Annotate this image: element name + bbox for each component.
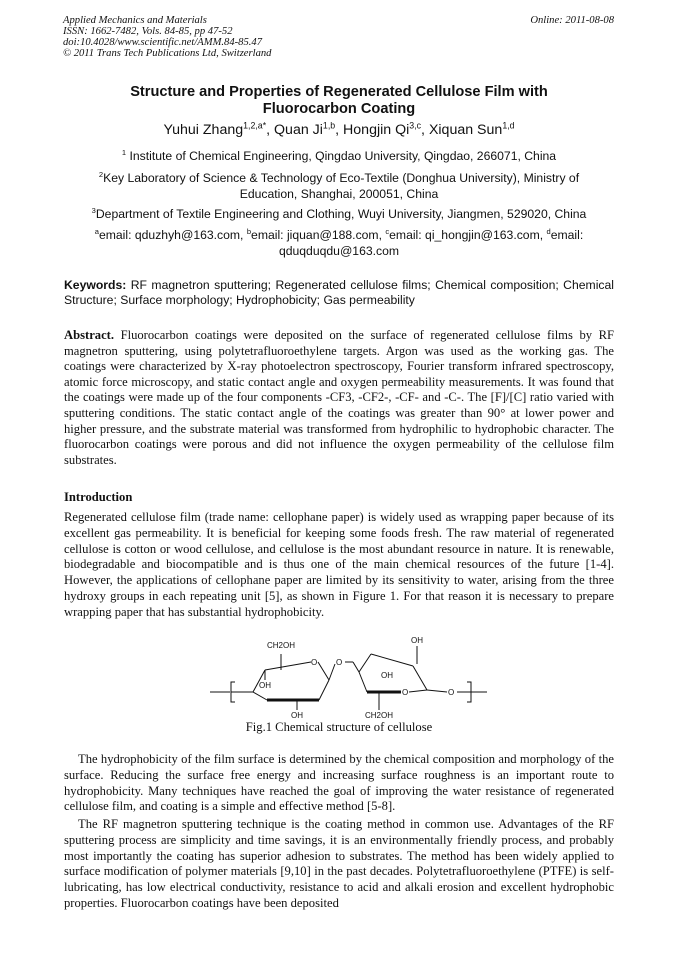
affiliation-3	[64, 206, 614, 222]
figure-caption: Fig.1 Chemical structure of cellulose	[245, 720, 433, 734]
bridge-bond	[329, 664, 335, 680]
email-c: email: qi_hongjin@163.com,	[389, 228, 547, 242]
copyright-line: © 2011 Trans Tech Publications Ltd, Switzerland	[63, 48, 272, 59]
ring1-bond	[319, 680, 329, 700]
atom-label: O	[448, 688, 455, 697]
atom-label: O	[336, 658, 343, 667]
email-d-address: qduqduqdu@163.com	[278, 244, 400, 258]
affiliation-number: 1	[121, 147, 127, 157]
atom-label: O	[402, 688, 409, 697]
journal-name: Applied Mechanics and Materials	[63, 15, 207, 26]
title-line-1: Structure and Properties of Regenerated Cellulose Film with	[130, 84, 548, 100]
email-marker: c	[385, 226, 390, 236]
affiliation-number: 3	[91, 205, 96, 215]
author-sup: 1,d	[502, 120, 515, 131]
abstract-section	[64, 328, 614, 468]
introduction-heading: Introduction	[64, 490, 133, 504]
author-sep: ,	[421, 122, 429, 138]
author-sep: ,	[335, 122, 344, 138]
atom-label: OH	[411, 636, 423, 645]
affiliation-1	[64, 148, 614, 164]
ring2-bond	[359, 672, 367, 692]
ring2-bond	[371, 654, 413, 666]
ring2-bond	[359, 654, 371, 672]
email-block	[64, 227, 614, 259]
online-date: Online: 2011-08-08	[530, 15, 614, 26]
bridge-bond	[353, 662, 359, 672]
cellulose-structure-figure	[205, 632, 495, 724]
affiliation-text-cont: Education, Shanghai, 200051, China	[239, 187, 439, 201]
keywords-text: RF magnetron sputtering; Regenerated cellulose films; Chemical composition; Chemical Structure; Surface morphology; Hydrophobicity; Gas permeability	[64, 278, 614, 307]
journal-header	[63, 15, 271, 59]
email-marker: a	[94, 226, 99, 236]
affiliation-text: Key Laboratory of Science & Technology of Eco-Textile (Donghua University), Ministry of	[103, 171, 580, 185]
introduction-paragraph-2: The hydrophobicity of the film surface is determined by the chemical composition and morphology of the surface. Reducing the surface free energy and increasing surface roughness is an important route to hydrophobicity. Many techniques have reached the goal of improving the water resistance of regenerated cellulose film, and coating is a simple and effective method [5-8].	[64, 752, 614, 814]
email-marker: d	[546, 226, 551, 236]
ring1-bond	[253, 692, 267, 700]
email-marker: b	[246, 226, 252, 236]
email-d: email:	[550, 228, 584, 242]
affiliation-number: 2	[98, 169, 104, 179]
author-name: Hongjin Qi	[343, 122, 410, 138]
title-line-2: Fluorocarbon Coating	[262, 101, 416, 117]
keywords-section	[64, 278, 614, 308]
keywords-label: Keywords:	[64, 278, 127, 292]
author-sup: 3,c	[409, 120, 422, 131]
affiliation-text: Institute of Chemical Engineering, Qingdao University, Qingdao, 266071, China	[129, 149, 557, 163]
atom-label: OH	[259, 681, 271, 690]
affiliation-2	[64, 170, 614, 202]
author-sup: 1,2,a*	[243, 120, 267, 131]
ring1-bond	[265, 662, 311, 670]
atom-label: O	[311, 658, 318, 667]
abstract-text: Fluorocarbon coatings were deposited on the surface of regenerated cellulose films by RF magnetron sputtering, using polytetrafluoroethylene targets. Argon was used as the working gas. The coatings were characterized by X-ray photoelectron spectroscopy, Fourier transform infrared spectroscopy, atomic force microscopy, and static contact angle and oxygen permeability measurements. It was found that the coatings were made up of the four components -CF3, -CF2-, -CF- and -C-. The [F]/[C] ratio varied with sputtering conditions. The static contact angle of the coatings was greater than 90° at lower power and higher pressure, and the substrate material was transformed from hydrophilic to hydrophobic character. The fluorocarbon coatings were porous and did not influence the oxygen permeability of the cellulose film substrates.	[64, 328, 614, 467]
email-a: email: qduzhyh@163.com,	[98, 228, 247, 242]
atom-label: CH2OH	[267, 641, 296, 650]
chain-bond	[427, 690, 447, 692]
author-sep: ,	[266, 122, 275, 138]
issn-line: ISSN: 1662-7482, Vols. 84-85, pp 47-52	[63, 26, 233, 37]
introduction-paragraph-1: Regenerated cellulose film (trade name: cellophane paper) is widely used as wrapping paper because of its excellent gas permeability. It is beneficial for keeping some foods fresh. The raw material of regenerated cellulose is cotton or wood cellulose, and cellulose is the most abundant resource in nature. It is renewable, biodegradable and biocompatible and is thus one of the main chemical resources of the future [1-4]. However, the applications of cellophane paper are limited by its sensitivity to water, arising from the three hydroxy groups in each repeating unit [5], as shown in Figure 1. For that reason it is necessary to prepare wrapping paper that has substantial hydrophobicity.	[64, 510, 614, 619]
ring2-bond	[409, 690, 427, 692]
doi-line: doi:10.4028/www.scientific.net/AMM.84-85.47	[63, 37, 262, 48]
author-name: Quan Ji	[274, 122, 323, 138]
author-name: Xiquan Sun	[428, 122, 503, 138]
introduction-paragraph-3: The RF magnetron sputtering technique is the coating method in common use. Advantages of the RF sputtering process are simplicity and time savings, it is an environmentally friendly process, and probably most importantly the coating has superior adhesion to substrates. The method has been widely applied to surface modification of polymer materials [9,10] in the past decades. Polytetrafluoroethylene (PTFE) is self-lubricating, has low electrical conductivity, resistance to acid and alkali erosion and excellent hydrophobic properties. Fluorocarbon coatings have been deposited	[64, 817, 614, 910]
author-sup: 1,b	[322, 120, 336, 131]
atom-label: OH	[291, 711, 303, 720]
paper-title	[64, 84, 614, 118]
affiliation-text: Department of Textile Engineering and Clothing, Wuyi University, Jiangmen, 529020, China	[95, 207, 587, 221]
abstract-label: Abstract.	[64, 328, 115, 342]
ring2-bond	[413, 666, 427, 690]
atom-label: CH2OH	[365, 711, 394, 720]
ring1-bond	[318, 662, 329, 680]
email-b: email: jiquan@188.com,	[251, 228, 386, 242]
atom-label: OH	[381, 671, 393, 680]
author-name: Yuhui Zhang	[163, 122, 244, 138]
author-list	[64, 122, 614, 138]
